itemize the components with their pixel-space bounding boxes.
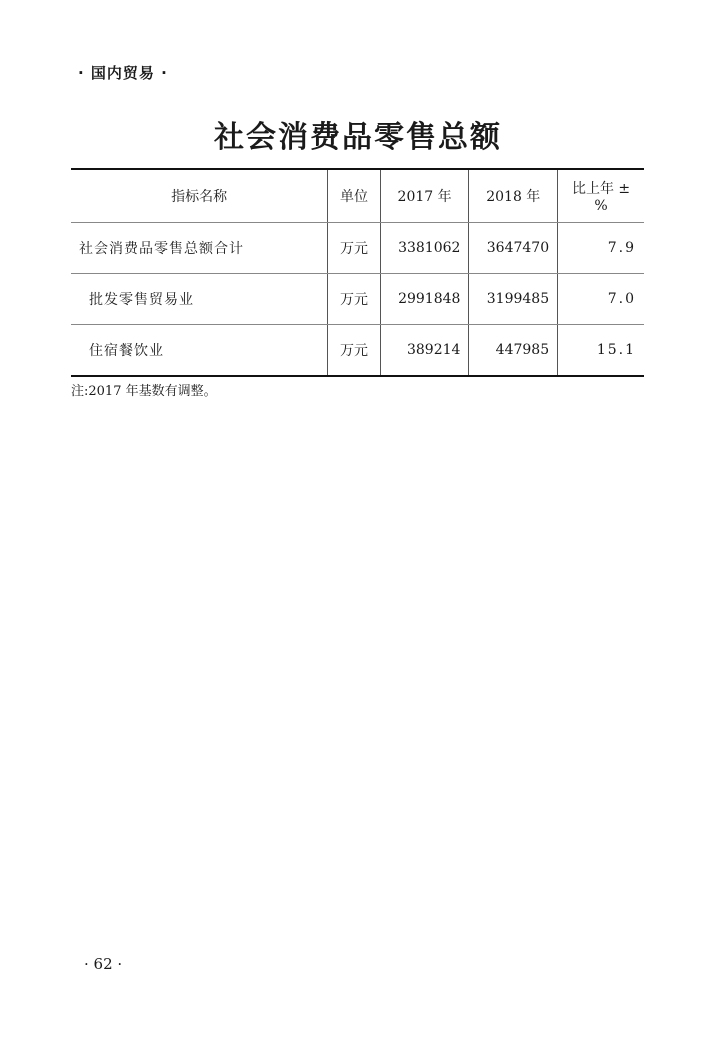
section-header: · 国内贸易 ·: [78, 64, 168, 82]
row-unit: 万元: [328, 274, 381, 325]
header-2018: 2018 年: [469, 169, 558, 223]
table-row: [71, 274, 644, 325]
table-note: 注:2017 年基数有调整。: [71, 384, 217, 399]
row-change-value: 7.9: [558, 223, 644, 274]
row-unit: 万元: [328, 325, 381, 377]
table-row: [71, 223, 644, 274]
retail-sales-table: [71, 168, 644, 377]
page-number: · 62 ·: [84, 955, 123, 973]
row-unit: 万元: [328, 223, 381, 274]
row-2018-value: 447985: [469, 325, 558, 377]
row-2017-value: 2991848: [380, 274, 469, 325]
table-header-row: [71, 169, 644, 223]
header-change: 比上年 ± %: [558, 169, 644, 223]
row-change-value: 7.0: [558, 274, 644, 325]
row-2017-value: 3381062: [380, 223, 469, 274]
header-indicator-name: 指标名称: [71, 169, 328, 223]
row-name: 社会消费品零售总额合计: [71, 223, 328, 274]
row-change-value: 15.1: [596, 342, 636, 358]
row-2018-value: 3647470: [469, 223, 558, 274]
row-2018-value: 3199485: [469, 274, 558, 325]
header-unit: 单位: [328, 169, 381, 223]
row-name: 批发零售贸易业: [71, 274, 328, 325]
row-name: 住宿餐饮业: [71, 325, 328, 377]
header-2017: 2017 年: [380, 169, 469, 223]
table-row: [71, 325, 644, 377]
row-2017-value: 389214: [380, 325, 469, 377]
page-title: 社会消费品零售总额: [214, 120, 502, 155]
